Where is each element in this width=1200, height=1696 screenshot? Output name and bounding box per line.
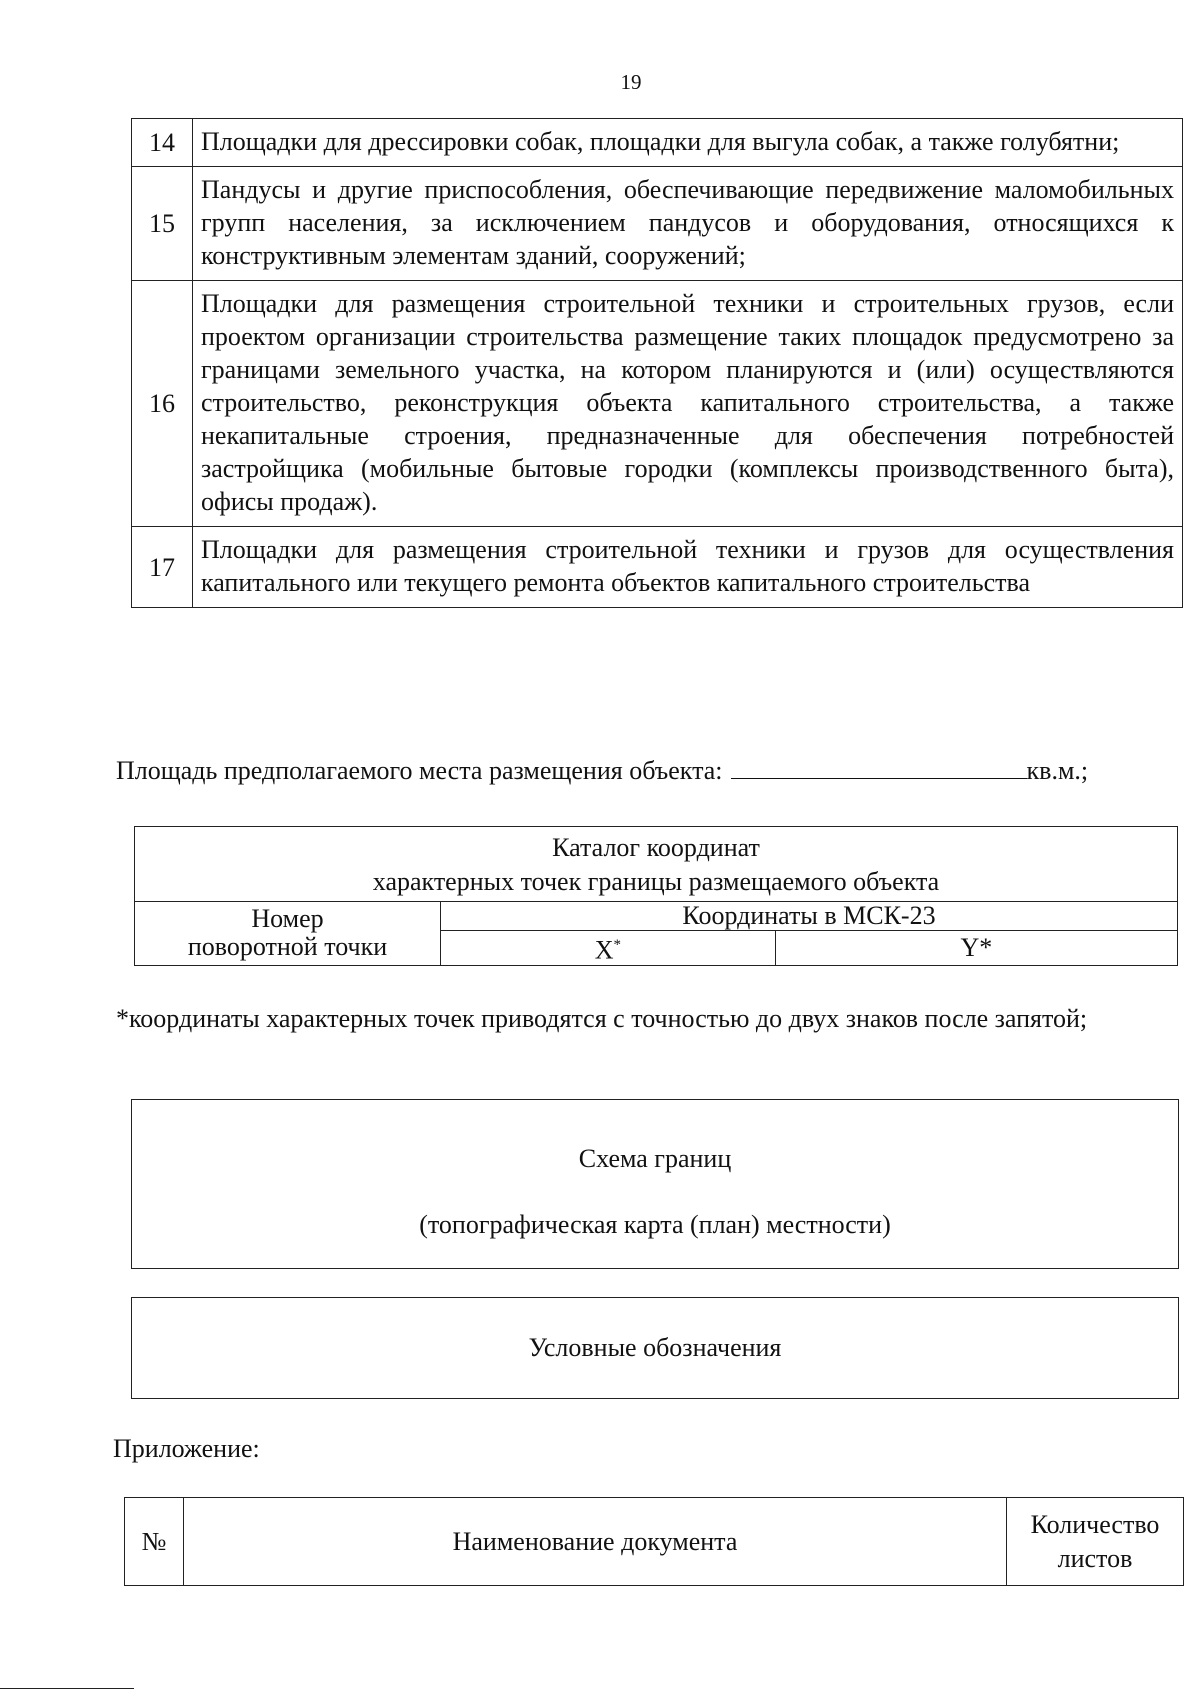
appendix-label: Приложение: — [113, 1434, 260, 1463]
legend-title: Условные обозначения — [528, 1333, 782, 1362]
area-label: Площадь предполагаемого места размещения объекта: — [116, 756, 723, 785]
point-number-header — [135, 902, 441, 966]
coordinates-header: Координаты в МСК-23 — [441, 902, 1178, 931]
y-header: Y* — [775, 931, 1177, 966]
x-header — [441, 931, 776, 966]
appendix-table — [124, 1497, 1184, 1586]
appendix-col-count-label: Количество листов — [1030, 1509, 1160, 1573]
catalog-title-line1: Каталог координат — [552, 833, 760, 862]
footer-rule — [0, 1688, 134, 1689]
scheme-title: Схема границ — [578, 1144, 732, 1173]
scheme-box — [131, 1099, 1179, 1269]
coordinates-footnote: *координаты характерных точек приводятся с точностью до двух знаков после запятой; — [116, 1004, 1088, 1033]
legend-box — [131, 1297, 1179, 1399]
appendix-col-count — [1007, 1498, 1184, 1586]
area-blank-field[interactable] — [731, 756, 1027, 779]
page-number: 19 — [620, 70, 642, 94]
item-number: 17 — [132, 527, 193, 608]
item-number: 14 — [132, 119, 193, 167]
appendix-col-no: № — [125, 1498, 184, 1586]
item-text: Площадки для размещения строительной техники и грузов для осуществления капитального или текущего ремонта объектов капитального строительства — [193, 527, 1183, 608]
coordinates-catalog-table — [134, 826, 1178, 966]
item-row — [132, 167, 1183, 281]
item-text: Площадки для дрессировки собак, площадки для выгула собак, а также голубятни; — [193, 119, 1183, 167]
x-header-mark: * — [613, 937, 621, 953]
catalog-title — [135, 827, 1178, 902]
item-text: Пандусы и другие приспособления, обеспечивающие передвижение маломобильных групп населения, за исключением пандусов и оборудования, относящихся к конструктивным элементам зданий, сооружений; — [193, 167, 1183, 281]
area-unit: кв.м.; — [1026, 756, 1089, 785]
item-number: 15 — [132, 167, 193, 281]
item-number: 16 — [132, 281, 193, 527]
item-row — [132, 281, 1183, 527]
catalog-title-line2: характерных точек границы размещаемого объекта — [372, 867, 940, 896]
area-line — [116, 756, 1194, 786]
point-number-header-line1: Номер — [251, 904, 324, 934]
x-header-label: X — [594, 935, 614, 965]
item-row — [132, 119, 1183, 167]
scheme-subtitle: (топографическая карта (план) местности) — [419, 1210, 891, 1239]
point-number-header-line2: поворотной точки — [187, 932, 388, 962]
item-row — [132, 527, 1183, 608]
appendix-col-name: Наименование документа — [184, 1498, 1007, 1586]
item-text: Площадки для размещения строительной техники и строительных грузов, если проектом организации строительства размещение таких площадок предусмотрено за границами земельного участка, на котором планируются и (или) осуществляются строительство, реконструкция объекта капитального строительства, а также некапитальные строения, предназначенные для обеспечения потребностей застройщика (мобильные бытовые городки (комплексы производственного быта), офисы продаж). — [193, 281, 1183, 527]
items-table — [131, 118, 1183, 608]
